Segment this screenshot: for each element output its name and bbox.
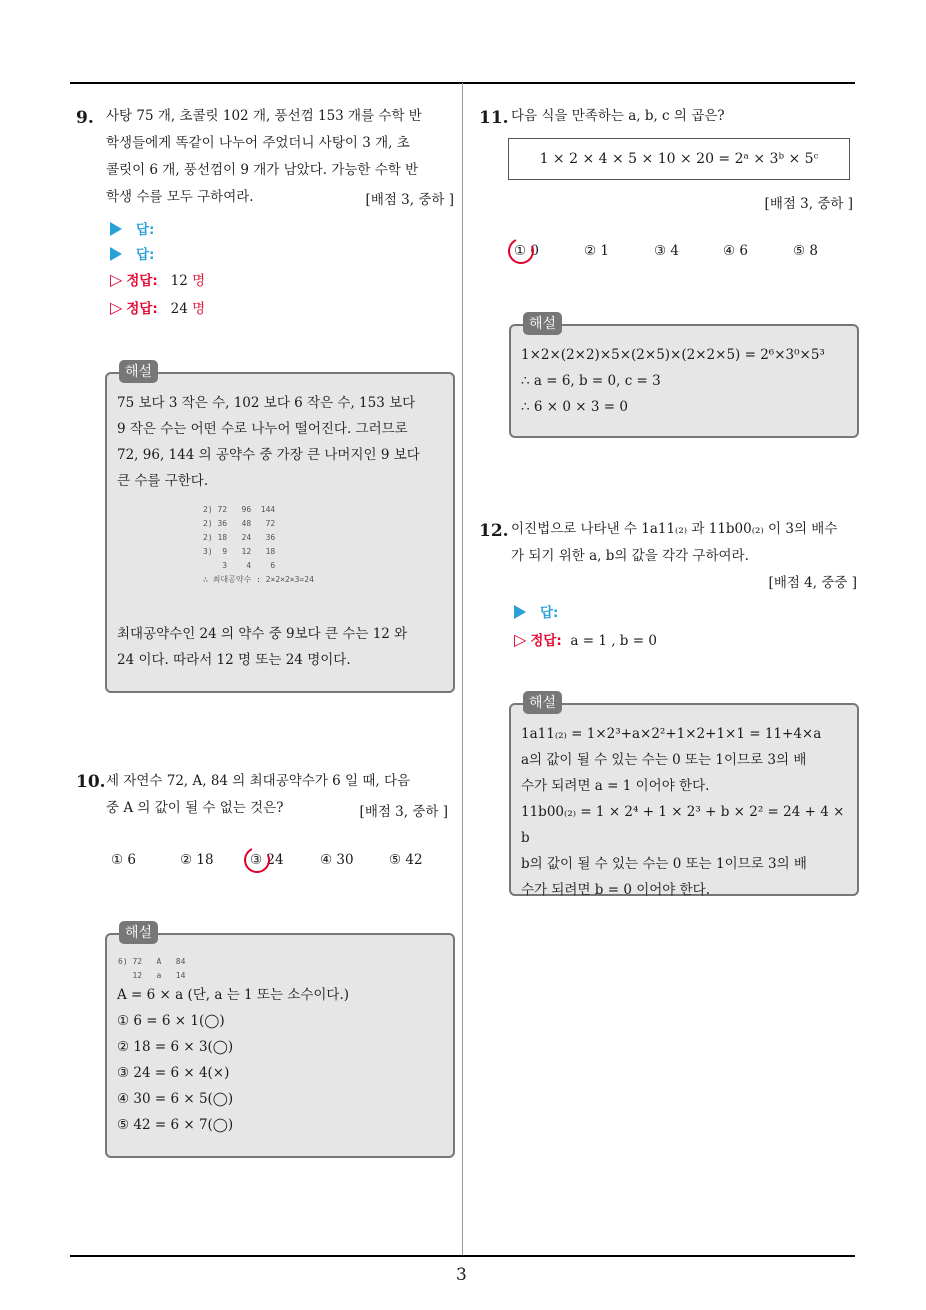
outline-arrow-icon: ▷	[110, 298, 123, 317]
question-10-number: 10.	[76, 772, 106, 792]
q9-exp-line-1: 75 보다 3 작은 수, 102 보다 6 작은 수, 153 보다	[117, 395, 416, 411]
question-9-number: 9.	[76, 108, 94, 128]
question-11-text	[511, 103, 851, 130]
question-9-meta: [배점 3, 중하 ]	[365, 192, 454, 208]
play-arrow-icon	[514, 605, 526, 619]
q9-exp-line-3: 72, 96, 144 의 공약수 중 가장 큰 나머지인 9 보다	[117, 447, 420, 463]
q10-line-1: 세 자연수 72, A, 84 의 최대공약수가 6 일 때, 다음	[106, 773, 411, 789]
answer-label: 답:	[136, 247, 155, 263]
correct-unit: 명	[192, 301, 206, 317]
q10-explanation-text	[117, 982, 447, 1138]
q11-exp-line-2: ∴ a = 6, b = 0, c = 3	[521, 373, 661, 389]
q10-exp-line-3: ② 18 = 6 × 3(◯)	[117, 1039, 234, 1055]
correct-value: 24	[170, 301, 188, 317]
q10-exp-line-1: A = 6 × a (단, a 는 1 또는 소수이다.)	[117, 987, 350, 1003]
question-11-meta: [배점 3, 중하 ]	[764, 196, 853, 212]
choice-4[interactable]: ④ 30	[320, 852, 354, 868]
q9-line-2: 학생들에게 똑같이 나누어 주었더니 사탕이 3 개, 초	[106, 135, 410, 151]
correct-value: a = 1 , b = 0	[570, 633, 657, 649]
q12-exp-line-1: 1a11₍₂₎ = 1×2³+a×2²+1×2+1×1 = 11+4×a	[521, 726, 822, 742]
correct-label: 정답:	[126, 273, 158, 289]
q9-exp-line-2: 9 작은 수는 어떤 수로 나누어 떨어진다. 그러므로	[117, 421, 408, 437]
q11-explanation-text	[521, 342, 854, 420]
choice-3[interactable]: ③ 4	[654, 243, 679, 259]
outline-arrow-icon: ▷	[110, 270, 123, 289]
q9-line-1: 사탕 75 개, 초콜릿 102 개, 풍선껌 153 개를 수학 반	[106, 108, 422, 124]
q11-line-1: 다음 식을 만족하는 a, b, c 의 곱은?	[511, 108, 725, 124]
q11-exp-line-1: 1×2×(2×2)×5×(2×5)×(2×2×5) = 2⁶×3⁰×5³	[521, 347, 825, 363]
question-11-number: 11.	[479, 108, 509, 128]
q9-answer-row-2	[110, 243, 154, 263]
correct-label: 정답:	[126, 301, 158, 317]
q12-exp-line-2: a의 값이 될 수 있는 수는 0 또는 1이므로 3의 배	[521, 752, 807, 768]
q11-exp-line-3: ∴ 6 × 0 × 3 = 0	[521, 399, 628, 415]
q12-exp-line-6: 수가 되려면 b = 0 이어야 한다.	[521, 882, 710, 898]
q12-explanation-text	[521, 721, 854, 903]
choice-1[interactable]: ① 6	[111, 852, 136, 868]
q11-formula-box: 1 × 2 × 4 × 5 × 10 × 20 = 2ᵃ × 3ᵇ × 5ᶜ	[508, 138, 850, 180]
q10-exp-line-2: ① 6 = 6 × 1(◯)	[117, 1013, 225, 1029]
q9-exp-line-4: 큰 수를 구한다.	[117, 473, 209, 489]
q9-line-3: 콜릿이 6 개, 풍선껌이 9 개가 남았다. 가능한 수학 반	[106, 162, 419, 178]
selected-choice-mark	[504, 234, 537, 267]
q11-explanation-tag: 해설	[523, 312, 562, 335]
q10-line-2: 중 A 의 값이 될 수 없는 것은?	[106, 800, 284, 816]
q9-line-4: 학생 수를 모두 구하여라.	[106, 189, 254, 205]
selected-choice-mark	[240, 843, 273, 876]
play-arrow-icon	[110, 247, 122, 261]
answer-label: 답:	[540, 605, 559, 621]
q12-exp-line-4: 11b00₍₂₎ = 1 × 2⁴ + 1 × 2³ + b × 2² = 24 + 4 × b	[521, 804, 845, 846]
q12-answer-row	[514, 601, 558, 621]
q9-correct-row-1	[110, 269, 205, 289]
question-10-meta: [배점 3, 중하 ]	[359, 804, 448, 820]
q12-exp-line-3: 수가 되려면 a = 1 이어야 한다.	[521, 778, 710, 794]
q10-exp-line-6: ⑤ 42 = 6 × 7(◯)	[117, 1117, 234, 1133]
choice-4[interactable]: ④ 6	[723, 243, 748, 259]
choice-2[interactable]: ② 18	[180, 852, 214, 868]
q9-explanation-text-2	[117, 621, 447, 673]
q12-line-1: 이진법으로 나타낸 수 1a11₍₂₎ 과 11b00₍₂₎ 이 3의 배수	[511, 521, 838, 537]
q9-explanation-tag: 해설	[119, 360, 158, 383]
choice-5[interactable]: ⑤ 8	[793, 243, 818, 259]
answer-label: 답:	[136, 222, 155, 238]
q9-correct-row-2	[110, 297, 205, 317]
question-12-meta: [배점 4, 중중 ]	[768, 575, 857, 591]
footer-rule	[70, 1255, 855, 1257]
play-arrow-icon	[110, 222, 122, 236]
q12-exp-line-5: b의 값이 될 수 있는 수는 0 또는 1이므로 3의 배	[521, 856, 807, 872]
outline-arrow-icon: ▷	[514, 630, 527, 649]
correct-value: 12	[170, 273, 188, 289]
page-number: 3	[456, 1265, 467, 1285]
question-12-number: 12.	[479, 521, 509, 541]
correct-label: 정답:	[530, 633, 562, 649]
q9-explanation-text	[117, 390, 447, 494]
q10-exp-line-5: ④ 30 = 6 × 5(◯)	[117, 1091, 234, 1107]
choice-5[interactable]: ⑤ 42	[389, 852, 423, 868]
q10-division-calc: 6) 72 A 84 12 a 14	[118, 957, 186, 980]
choice-1[interactable]: ① 0	[514, 243, 539, 259]
correct-unit: 명	[192, 273, 206, 289]
column-divider	[462, 83, 463, 1256]
q9-exp2-line-2: 24 이다. 따라서 12 명 또는 24 명이다.	[117, 652, 351, 668]
q12-explanation-tag: 해설	[523, 691, 562, 714]
q10-explanation-tag: 해설	[119, 921, 158, 944]
q12-correct-row	[514, 629, 657, 649]
q9-exp2-line-1: 최대공약수인 24 의 약수 중 9보다 큰 수는 12 와	[117, 626, 408, 642]
question-12-text	[511, 516, 861, 570]
choice-2[interactable]: ② 1	[584, 243, 609, 259]
q9-division-calc: 2) 72 96 144 2) 36 48 72 2) 18 24 36 3) 9 12 18 3 4 6 ∴ 최대공약수 : 2×2×2×3=24	[203, 505, 314, 584]
q9-answer-row-1	[110, 218, 154, 238]
q10-exp-line-4: ③ 24 = 6 × 4(×)	[117, 1065, 230, 1081]
q12-line-2: 가 되기 위한 a, b의 값을 각각 구하여라.	[511, 548, 749, 564]
choice-3[interactable]: ③ 24	[250, 852, 284, 868]
